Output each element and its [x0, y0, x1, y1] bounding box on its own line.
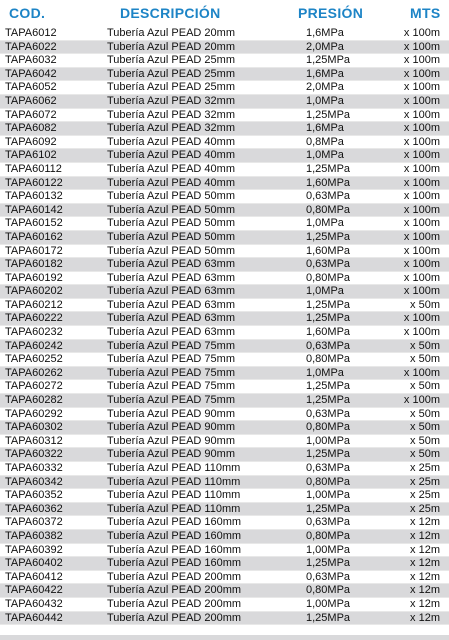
product-length: x 100m [403, 122, 440, 135]
table-row [0, 149, 449, 163]
product-length: x 12m [410, 543, 440, 556]
product-pressure: 0,80MPa [306, 353, 351, 366]
product-pressure: 1,0MPa [306, 217, 344, 230]
product-pressure: 1,00MPa [306, 543, 351, 556]
product-length: x 100m [403, 244, 440, 257]
product-length: x 100m [403, 230, 440, 243]
product-code: TAPA6092 [5, 135, 57, 148]
product-pressure: 1,25MPa [306, 162, 351, 175]
product-description: Tubería Azul PEAD 110mm [107, 462, 241, 474]
product-description: Tubería Azul PEAD 50mm [107, 190, 235, 203]
product-length: x 50m [410, 353, 440, 366]
product-code: TAPA60142 [5, 203, 63, 216]
product-length: x 100m [403, 149, 440, 162]
product-code: TAPA60242 [5, 339, 63, 352]
product-pressure: 1,25MPa [306, 230, 351, 243]
table-row [0, 584, 449, 598]
product-length: x 100m [403, 190, 440, 203]
product-description: Tubería Azul PEAD 50mm [107, 217, 235, 230]
product-code: TAPA60132 [5, 190, 63, 203]
product-code: TAPA60362 [5, 502, 63, 515]
header-cod: COD. [9, 5, 46, 21]
product-code: TAPA60312 [5, 434, 63, 447]
product-pressure: 0,80MPa [306, 203, 351, 216]
product-code: TAPA60122 [5, 176, 63, 189]
product-code: TAPA60192 [5, 271, 63, 284]
product-length: x 50m [410, 448, 440, 461]
product-code: TAPA6062 [5, 94, 57, 107]
header-descripcion: DESCRIPCIÓN [120, 5, 221, 21]
table-row [0, 95, 449, 109]
product-description: Tubería Azul PEAD 200mm [107, 584, 242, 597]
product-length: x 25m [410, 462, 440, 474]
product-length: x 100m [403, 94, 440, 107]
product-code: TAPA60162 [5, 230, 63, 243]
product-pressure: 1,60MPa [306, 326, 351, 339]
product-length: x 50m [410, 380, 440, 393]
product-code: TAPA6052 [5, 81, 57, 94]
product-pressure: 0,63MPa [306, 258, 351, 271]
product-code: TAPA60422 [5, 584, 63, 597]
table-row [0, 516, 449, 530]
table-row [0, 530, 449, 544]
product-description: Tubería Azul PEAD 90mm [107, 407, 235, 420]
header-presion: PRESIÓN [298, 5, 364, 21]
product-code: TAPA60232 [5, 326, 63, 339]
table-row [0, 81, 449, 95]
product-code: TAPA6022 [5, 40, 57, 53]
product-pressure: 1,25MPa [306, 312, 351, 325]
table-row [0, 462, 449, 476]
table-row [0, 503, 449, 517]
product-pressure: 1,25MPa [306, 380, 351, 393]
product-code: TAPA60282 [5, 394, 63, 407]
table-row [0, 163, 449, 177]
product-description: Tubería Azul PEAD 32mm [107, 122, 235, 135]
product-description: Tubería Azul PEAD 40mm [107, 149, 235, 162]
product-description: Tubería Azul PEAD 75mm [107, 394, 235, 407]
product-description: Tubería Azul PEAD 25mm [107, 54, 235, 67]
product-code: TAPA60202 [5, 285, 63, 298]
product-pressure: 1,25MPa [306, 448, 351, 461]
product-pressure: 0,8MPa [306, 135, 344, 148]
product-length: x 12m [410, 516, 440, 529]
product-code: TAPA60152 [5, 217, 63, 230]
product-code: TAPA60412 [5, 570, 63, 583]
table-row [0, 177, 449, 191]
product-code: TAPA6012 [5, 27, 57, 39]
product-code: TAPA6032 [5, 54, 57, 67]
product-pressure: 1,25MPa [306, 611, 351, 624]
table-row [0, 435, 449, 449]
product-code: TAPA60292 [5, 407, 63, 420]
product-length: x 100m [403, 54, 440, 67]
product-pressure: 0,80MPa [306, 421, 351, 434]
product-length: x 25m [410, 502, 440, 515]
product-description: Tubería Azul PEAD 90mm [107, 434, 235, 447]
product-code: TAPA60212 [5, 298, 63, 311]
product-description: Tubería Azul PEAD 32mm [107, 94, 235, 107]
table-row [0, 476, 449, 490]
product-pressure: 1,00MPa [306, 489, 351, 502]
product-code: TAPA60272 [5, 380, 63, 393]
product-pressure: 2,0MPa [306, 40, 344, 53]
product-length: x 50m [410, 421, 440, 434]
table-row [0, 367, 449, 381]
product-table [0, 27, 449, 625]
product-description: Tubería Azul PEAD 160mm [107, 543, 242, 556]
product-description: Tubería Azul PEAD 25mm [107, 67, 235, 80]
table-row [0, 299, 449, 313]
table-row [0, 190, 449, 204]
header-mts: MTS [410, 5, 441, 21]
table-row [0, 109, 449, 123]
product-description: Tubería Azul PEAD 110mm [107, 489, 241, 502]
product-pressure: 1,25MPa [306, 298, 351, 311]
product-code: TAPA6082 [5, 122, 57, 135]
product-length: x 50m [410, 298, 440, 311]
table-row [0, 448, 449, 462]
table-header [0, 0, 449, 27]
product-code: TAPA60182 [5, 258, 63, 271]
product-pressure: 1,0MPa [306, 94, 344, 107]
product-code: TAPA60222 [5, 312, 63, 325]
product-code: TAPA60352 [5, 489, 63, 502]
product-description: Tubería Azul PEAD 90mm [107, 448, 235, 461]
product-pressure: 0,63MPa [306, 407, 351, 420]
product-length: x 100m [403, 312, 440, 325]
table-row [0, 380, 449, 394]
product-length: x 100m [403, 285, 440, 298]
product-code: TAPA60332 [5, 462, 63, 474]
table-row [0, 598, 449, 612]
product-description: Tubería Azul PEAD 110mm [107, 475, 241, 488]
product-code: TAPA60322 [5, 448, 63, 461]
product-pressure: 0,63MPa [306, 190, 351, 203]
table-row [0, 122, 449, 136]
table-row [0, 258, 449, 272]
product-length: x 100m [403, 40, 440, 53]
product-pressure: 1,25MPa [306, 54, 351, 67]
table-row [0, 245, 449, 259]
product-length: x 50m [410, 339, 440, 352]
product-description: Tubería Azul PEAD 75mm [107, 353, 235, 366]
product-description: Tubería Azul PEAD 20mm [107, 27, 235, 39]
product-length: x 100m [403, 394, 440, 407]
table-row [0, 571, 449, 585]
product-length: x 100m [403, 67, 440, 80]
product-pressure: 0,80MPa [306, 475, 351, 488]
product-pressure: 0,80MPa [306, 271, 351, 284]
product-length: x 12m [410, 611, 440, 624]
product-length: x 12m [410, 584, 440, 597]
product-description: Tubería Azul PEAD 25mm [107, 81, 235, 94]
table-row [0, 27, 449, 41]
product-length: x 12m [410, 557, 440, 570]
product-description: Tubería Azul PEAD 32mm [107, 108, 235, 121]
product-code: TAPA60442 [5, 611, 63, 624]
table-row [0, 489, 449, 503]
product-description: Tubería Azul PEAD 20mm [107, 40, 235, 53]
table-row [0, 217, 449, 231]
product-code: TAPA6102 [5, 149, 57, 162]
product-code: TAPA60342 [5, 475, 63, 488]
product-length: x 100m [403, 366, 440, 379]
product-pressure: 1,6MPa [306, 122, 344, 135]
product-description: Tubería Azul PEAD 160mm [107, 516, 242, 529]
product-code: TAPA60172 [5, 244, 63, 257]
product-description: Tubería Azul PEAD 200mm [107, 570, 242, 583]
table-row [0, 421, 449, 435]
table-row [0, 557, 449, 571]
product-code: TAPA6072 [5, 108, 57, 121]
product-pressure: 1,25MPa [306, 108, 351, 121]
product-pressure: 2,0MPa [306, 81, 344, 94]
product-description: Tubería Azul PEAD 75mm [107, 380, 235, 393]
table-row [0, 54, 449, 68]
product-pressure: 1,60MPa [306, 176, 351, 189]
product-length: x 25m [410, 489, 440, 502]
table-row [0, 408, 449, 422]
table-row [0, 231, 449, 245]
table-row [0, 136, 449, 150]
product-length: x 100m [403, 135, 440, 148]
product-pressure: 1,0MPa [306, 149, 344, 162]
product-pressure: 1,25MPa [306, 394, 351, 407]
product-length: x 50m [410, 407, 440, 420]
product-description: Tubería Azul PEAD 40mm [107, 176, 235, 189]
table-row [0, 312, 449, 326]
product-description: Tubería Azul PEAD 50mm [107, 230, 235, 243]
product-description: Tubería Azul PEAD 63mm [107, 258, 235, 271]
product-description: Tubería Azul PEAD 63mm [107, 285, 235, 298]
product-pressure: 1,25MPa [306, 502, 351, 515]
table-row [0, 68, 449, 82]
product-description: Tubería Azul PEAD 200mm [107, 597, 242, 610]
product-description: Tubería Azul PEAD 63mm [107, 298, 235, 311]
product-length: x 100m [403, 81, 440, 94]
table-row [0, 394, 449, 408]
product-description: Tubería Azul PEAD 63mm [107, 271, 235, 284]
product-length: x 100m [403, 217, 440, 230]
product-code: TAPA60302 [5, 421, 63, 434]
product-pressure: 0,80MPa [306, 529, 351, 542]
product-description: Tubería Azul PEAD 160mm [107, 557, 242, 570]
product-pressure: 1,0MPa [306, 285, 344, 298]
product-pressure: 1,00MPa [306, 434, 351, 447]
table-row [0, 544, 449, 558]
product-pressure: 0,80MPa [306, 584, 351, 597]
product-description: Tubería Azul PEAD 50mm [107, 244, 235, 257]
product-length: x 100m [403, 176, 440, 189]
product-pressure: 1,60MPa [306, 244, 351, 257]
product-code: TAPA60372 [5, 516, 63, 529]
product-length: x 100m [403, 27, 440, 39]
product-code: TAPA60432 [5, 597, 63, 610]
product-description: Tubería Azul PEAD 63mm [107, 326, 235, 339]
product-pressure: 0,63MPa [306, 462, 351, 474]
product-pressure: 0,63MPa [306, 570, 351, 583]
product-code: TAPA60262 [5, 366, 63, 379]
product-code: TAPA60382 [5, 529, 63, 542]
product-description: Tubería Azul PEAD 40mm [107, 162, 235, 175]
product-length: x 25m [410, 475, 440, 488]
table-row [0, 272, 449, 286]
table-row [0, 285, 449, 299]
product-code: TAPA60402 [5, 557, 63, 570]
product-pressure: 1,00MPa [306, 597, 351, 610]
product-length: x 100m [403, 271, 440, 284]
product-code: TAPA60252 [5, 353, 63, 366]
product-length: x 100m [403, 258, 440, 271]
table-row [0, 41, 449, 55]
product-length: x 100m [403, 203, 440, 216]
product-description: Tubería Azul PEAD 110mm [107, 502, 241, 515]
product-description: Tubería Azul PEAD 40mm [107, 135, 235, 148]
product-description: Tubería Azul PEAD 160mm [107, 529, 242, 542]
product-description: Tubería Azul PEAD 75mm [107, 366, 235, 379]
product-description: Tubería Azul PEAD 75mm [107, 339, 235, 352]
product-length: x 50m [410, 434, 440, 447]
product-code: TAPA6042 [5, 67, 57, 80]
product-description: Tubería Azul PEAD 200mm [107, 611, 242, 624]
product-pressure: 1,0MPa [306, 366, 344, 379]
product-length: x 12m [410, 597, 440, 610]
table-row [0, 326, 449, 340]
table-row [0, 340, 449, 354]
product-length: x 12m [410, 570, 440, 583]
product-length: x 12m [410, 529, 440, 542]
product-description: Tubería Azul PEAD 90mm [107, 421, 235, 434]
table-row [0, 612, 449, 626]
product-length: x 100m [403, 108, 440, 121]
product-length: x 100m [403, 162, 440, 175]
table-footer-band [0, 635, 449, 640]
product-length: x 100m [403, 326, 440, 339]
product-code: TAPA60112 [5, 162, 62, 175]
product-code: TAPA60392 [5, 543, 63, 556]
product-pressure: 1,6MPa [306, 27, 344, 39]
table-row [0, 353, 449, 367]
product-pressure: 0,63MPa [306, 339, 351, 352]
product-description: Tubería Azul PEAD 50mm [107, 203, 235, 216]
product-description: Tubería Azul PEAD 63mm [107, 312, 235, 325]
product-pressure: 0,63MPa [306, 516, 351, 529]
table-row [0, 204, 449, 218]
product-pressure: 1,25MPa [306, 557, 351, 570]
product-pressure: 1,6MPa [306, 67, 344, 80]
